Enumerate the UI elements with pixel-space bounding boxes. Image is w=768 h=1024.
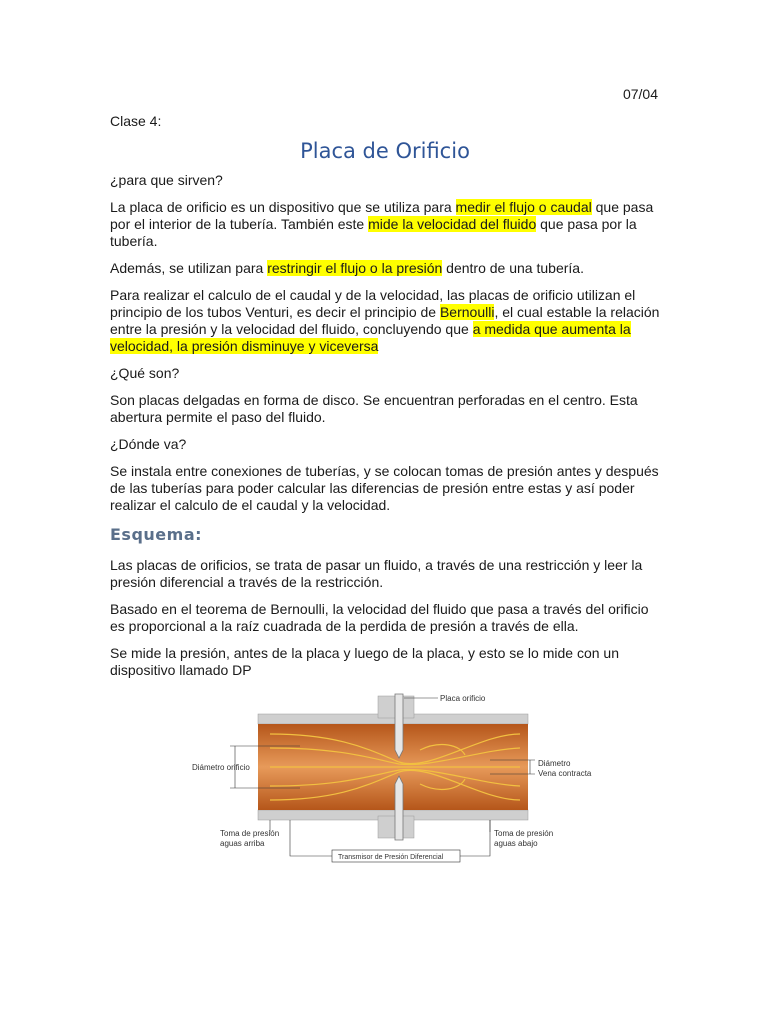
paragraph-bernoulli <box>110 287 660 355</box>
orifice-plate-bottom <box>395 776 403 840</box>
text-run: La placa de orificio es un dispositivo que se utiliza para <box>110 199 456 215</box>
text-run: que pasa por el interior de la tubería. También este <box>110 199 654 232</box>
question-que-son: ¿Qué son? <box>110 365 180 381</box>
paragraph-esquema-1: Las placas de orificios, se trata de pasar un fluido, a través de una restricción y leer la presión diferencial a través de la restricción. <box>110 557 643 590</box>
paragraph-donde-va: Se instala entre conexiones de tuberías, y se colocan tomas de presión antes y después de las tuberías para poder calcular las diferencias de presión entre estas y así poder realizar el calculo de el caudal y la velocidad. <box>110 463 659 513</box>
text-run: dentro de una tubería. <box>442 260 584 276</box>
text-run: que pasa por la tubería. <box>110 216 637 249</box>
paragraph-restrict <box>110 260 660 277</box>
question-para-que: ¿para que sirven? <box>110 172 223 188</box>
label-toma-arriba-1: Toma de presión <box>220 829 280 838</box>
highlight-bernoulli: Bernoulli <box>439 304 495 320</box>
label-toma-abajo-1: Toma de presión <box>494 829 554 838</box>
document-body <box>110 113 660 689</box>
highlight-conclusion: a medida que aumenta la velocidad, la presión disminuye y viceversa <box>110 321 631 354</box>
label-vena-contracta: Vena contracta <box>538 769 592 778</box>
paragraph-que-son: Son placas delgadas en forma de disco. Se encuentran perforadas en el centro. Esta abertura permite el paso del fluido. <box>110 392 638 425</box>
orifice-plate-top <box>395 694 403 758</box>
document-title: Placa de Orificio <box>300 139 470 163</box>
highlight-velocidad: mide la velocidad del fluido <box>368 216 537 232</box>
orifice-plate-diagram <box>190 690 592 870</box>
label-toma-arriba-2: aguas arriba <box>220 839 265 848</box>
label-transmisor: Transmisor de Presión Diferencial <box>338 854 444 861</box>
label-toma-abajo-2: aguas abajo <box>494 839 538 848</box>
highlight-medir-flujo: medir el flujo o caudal <box>455 199 592 215</box>
paragraph-esquema-2: Basado en el teorema de Bernoulli, la velocidad del fluido que pasa a través del orificio es proporcional a la raíz cuadrada de la perdida de presión a través de ella. <box>110 601 649 634</box>
label-diametro: Diámetro <box>538 759 571 768</box>
label-diametro-orificio: Diámetro orificio <box>192 763 250 772</box>
label-placa-orificio: Placa orificio <box>440 694 486 703</box>
paragraph-esquema-3: Se mide la presión, antes de la placa y luego de la placa, y esto se lo mide con un dispositivo llamado DP <box>110 645 619 678</box>
question-donde-va: ¿Dónde va? <box>110 436 187 452</box>
text-run: Además, se utilizan para <box>110 260 268 276</box>
class-label: Clase 4: <box>110 113 162 129</box>
section-heading-esquema: Esquema: <box>110 525 203 544</box>
date-label: 07/04 <box>622 86 658 102</box>
text-run: Para realizar el calculo de el caudal y de la velocidad, las placas de orificio utilizan el principio de los tubos Venturi, es decir el principio de <box>110 287 636 320</box>
highlight-restringir: restringir el flujo o la presión <box>267 260 443 276</box>
text-run: , el cual estable la relación entre la presión y la velocidad del fluido, concluyendo que <box>110 304 660 337</box>
paragraph-definition <box>110 199 660 250</box>
